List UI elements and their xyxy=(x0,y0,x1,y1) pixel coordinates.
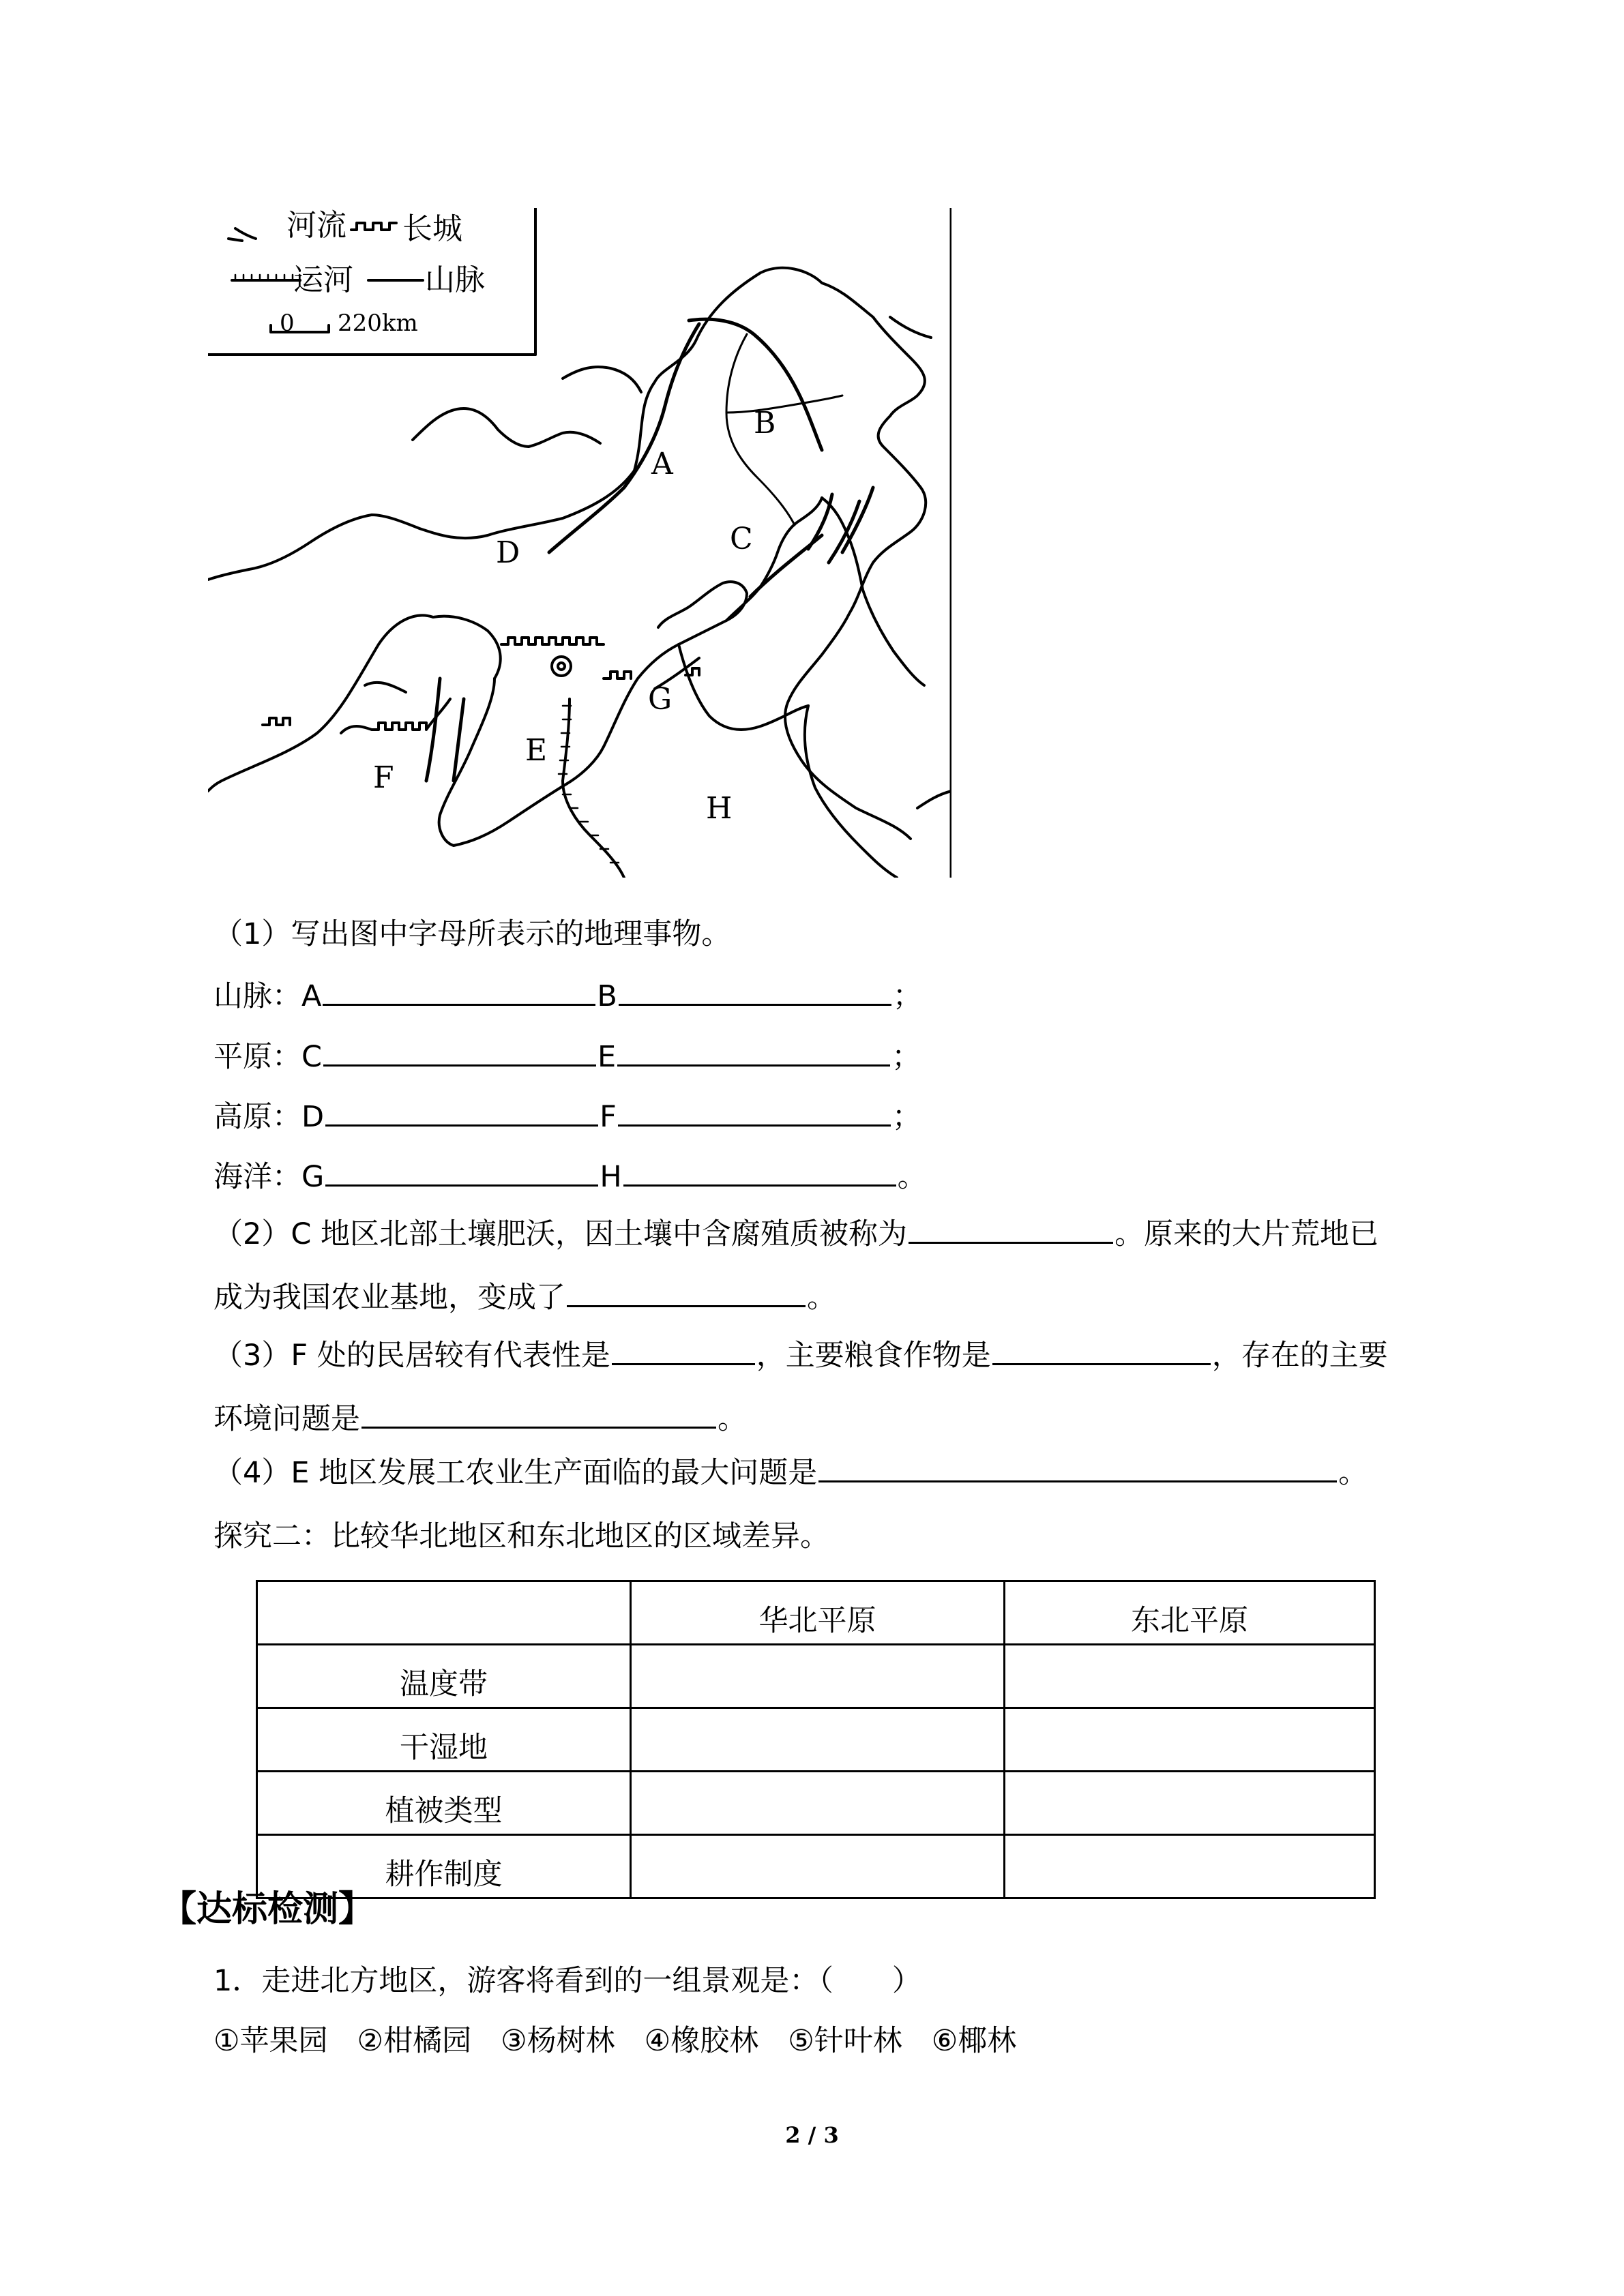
explore2-heading: 探究二：比较华北地区和东北地区的区域差异。 xyxy=(213,1519,829,1553)
q1-letter: B xyxy=(597,979,617,1013)
q1-letter: G xyxy=(301,1160,325,1194)
q1-letter: F xyxy=(600,1100,617,1134)
table-answer-cell[interactable] xyxy=(1005,1772,1375,1835)
table-row xyxy=(257,1708,1375,1772)
section-title: 【达标检测】 xyxy=(161,1889,374,1930)
answer-blank[interactable] xyxy=(612,1333,755,1365)
answer-blank[interactable] xyxy=(361,1397,716,1429)
legend-canal-label: 运河 xyxy=(293,263,353,297)
answer-blank[interactable] xyxy=(992,1333,1211,1365)
q1-letter: E xyxy=(597,1040,617,1074)
legend-scale-zero: 0 xyxy=(280,310,295,337)
q1-row-label: 海洋： xyxy=(213,1160,301,1194)
q2-text: 成为我国农业基地，变成了 xyxy=(213,1281,565,1315)
legend-scale-value: 220km xyxy=(338,310,418,337)
q2-text: 。 xyxy=(807,1281,836,1315)
map-label-d: D xyxy=(496,535,520,570)
table-row xyxy=(257,1772,1375,1835)
table-row-label: 耕作制度 xyxy=(257,1835,631,1898)
q1-row-plateaus xyxy=(213,1094,921,1137)
q1-letter: C xyxy=(301,1040,323,1074)
q3-text: （3）F 处的民居较有代表性是 xyxy=(213,1339,610,1373)
table-header-row xyxy=(257,1581,1375,1645)
table-answer-cell[interactable] xyxy=(1005,1645,1375,1708)
q1-letter: A xyxy=(301,979,322,1013)
q1-row-plains xyxy=(213,1034,921,1077)
answer-blank[interactable] xyxy=(619,974,891,1006)
table-header-cell: 东北平原 xyxy=(1005,1581,1375,1645)
map-label-c: C xyxy=(730,522,753,556)
table-row xyxy=(257,1835,1375,1898)
table-answer-cell[interactable] xyxy=(631,1645,1005,1708)
table-answer-cell[interactable] xyxy=(631,1835,1005,1898)
q1-punct: ； xyxy=(892,979,922,1013)
q2-text: 。原来的大片荒地已 xyxy=(1114,1217,1379,1251)
question1-options: ①苹果园 ②柑橘园 ③杨树林 ④橡胶林 ⑤针叶林 ⑥椰林 xyxy=(213,2024,1017,2058)
table-row-label: 温度带 xyxy=(257,1645,631,1708)
legend-mountain-label: 山脉 xyxy=(425,263,485,297)
q1-row-label: 高原： xyxy=(213,1100,301,1134)
table-row-label: 植被类型 xyxy=(257,1772,631,1835)
legend-river-label: 河流 xyxy=(286,208,346,243)
table-row xyxy=(257,1645,1375,1708)
q1-punct: ； xyxy=(891,1100,921,1134)
q1-letter: H xyxy=(600,1160,622,1194)
table-row-label: 干湿地 xyxy=(257,1708,631,1772)
q4-text: 。 xyxy=(1338,1456,1368,1490)
map-label-e: E xyxy=(525,733,548,768)
table-answer-cell[interactable] xyxy=(631,1708,1005,1772)
legend-great-wall-label: 长城 xyxy=(402,211,462,246)
map-label-f: F xyxy=(373,760,394,795)
q1-punct: 。 xyxy=(897,1160,927,1194)
answer-blank[interactable] xyxy=(567,1275,806,1307)
table-answer-cell[interactable] xyxy=(1005,1835,1375,1898)
page-number: 2 / 3 xyxy=(785,2122,839,2148)
q3-text: 。 xyxy=(718,1402,747,1436)
q4-line xyxy=(213,1450,1368,1493)
q1-row-seas xyxy=(213,1154,927,1197)
map-label-h: H xyxy=(706,791,733,826)
question1-text: 1．走进北方地区，游客将看到的一组景观是：（ ） xyxy=(213,1964,921,1998)
comparison-table xyxy=(256,1580,1376,1899)
q4-text: （4）E 地区发展工农业生产面临的最大问题是 xyxy=(213,1456,818,1490)
answer-blank[interactable] xyxy=(909,1212,1113,1244)
q1-letter: D xyxy=(301,1100,325,1134)
q3-text: ，存在的主要 xyxy=(1211,1339,1388,1373)
q1-row-mountains xyxy=(213,974,922,1017)
answer-blank[interactable] xyxy=(325,1154,598,1187)
answer-blank[interactable] xyxy=(818,1450,1337,1482)
table-answer-cell[interactable] xyxy=(631,1772,1005,1835)
answer-blank[interactable] xyxy=(323,974,595,1006)
map-label-g: G xyxy=(648,682,673,717)
answer-blank[interactable] xyxy=(618,1094,891,1127)
answer-blank[interactable] xyxy=(323,1034,596,1067)
answer-blank[interactable] xyxy=(617,1034,890,1067)
q3-text: 环境问题是 xyxy=(213,1402,360,1436)
q2-paragraph xyxy=(213,1203,1496,1330)
q1-row-label: 平原： xyxy=(213,1040,301,1074)
q2-text: （2）C 地区北部土壤肥沃，因土壤中含腐殖质被称为 xyxy=(213,1217,908,1251)
answer-blank[interactable] xyxy=(623,1154,896,1187)
q3-paragraph xyxy=(213,1324,1496,1451)
table-header-cell xyxy=(257,1581,631,1645)
map-figure xyxy=(208,208,951,878)
table-header-cell: 华北平原 xyxy=(631,1581,1005,1645)
q1-row-label: 山脉： xyxy=(213,979,301,1013)
map-label-b: B xyxy=(754,406,776,441)
table-answer-cell[interactable] xyxy=(1005,1708,1375,1772)
answer-blank[interactable] xyxy=(325,1094,598,1127)
q3-text: ，主要粮食作物是 xyxy=(756,1339,991,1373)
map-label-a: A xyxy=(651,447,673,481)
q1-intro: （1）写出图中字母所表示的地理事物。 xyxy=(213,917,731,951)
q1-punct: ； xyxy=(891,1040,921,1074)
